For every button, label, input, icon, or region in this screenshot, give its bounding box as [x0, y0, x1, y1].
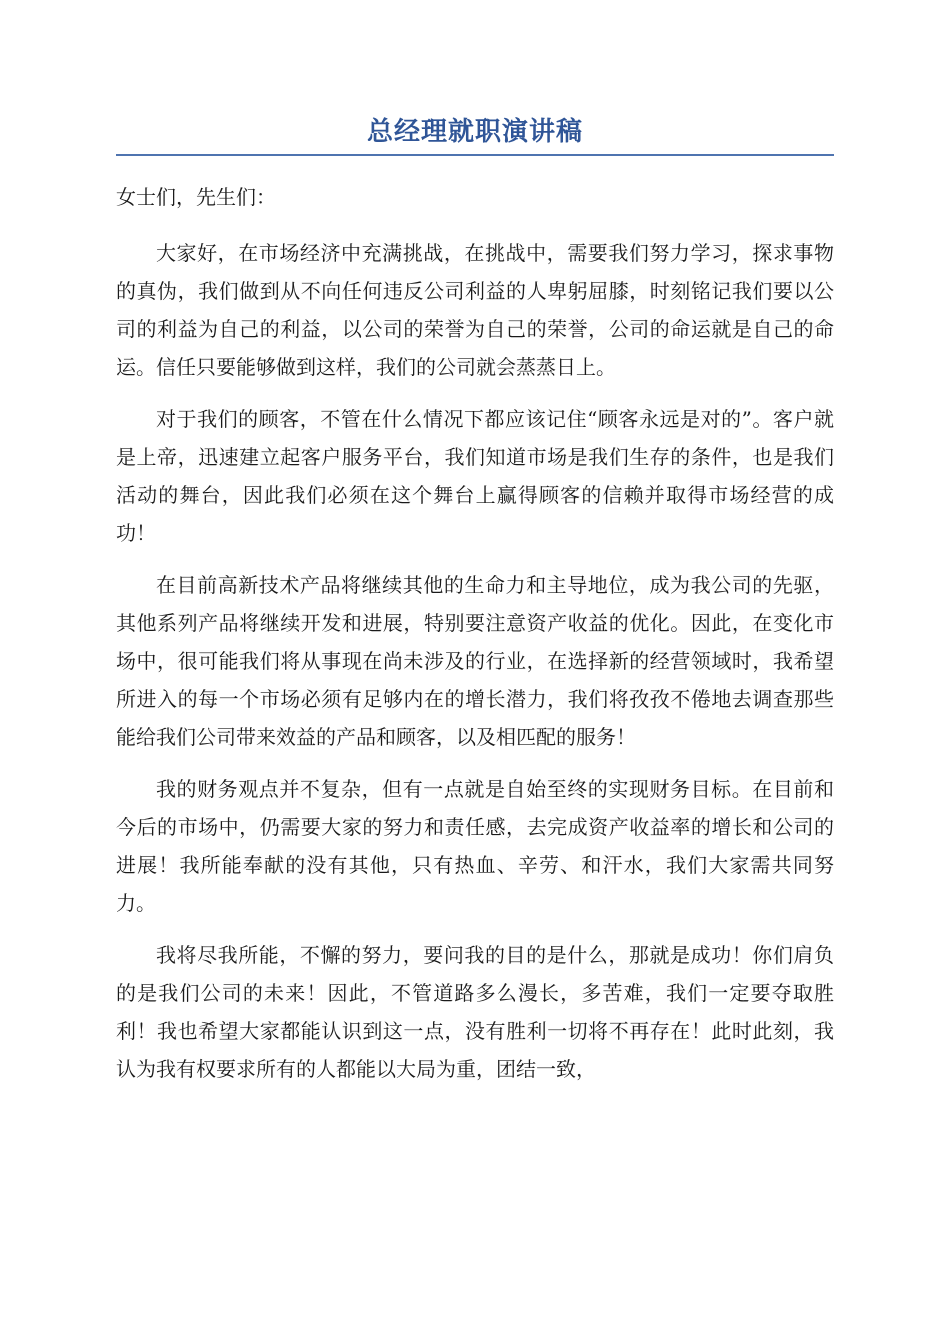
paragraph-3: 在目前高新技术产品将继续其他的生命力和主导地位，成为我公司的先驱，其他系列产品将继续开发和进展，特别要注意资产收益的优化。因此，在变化市场中，很可能我们将从事现在尚未涉及的行业，在选择新的经营领域时，我希望所进入的每一个市场必须有足够内在的增长潜力，我们将孜孜不倦地去调查那些能给我们公司带来效益的产品和顾客，以及相匹配的服务！: [116, 573, 834, 749]
salutation: 女士们，先生们：: [116, 185, 276, 209]
paragraph-4: 我的财务观点并不复杂，但有一点就是自始至终的实现财务目标。在目前和今后的市场中，仍需要大家的努力和责任感，去完成资产收益率的增长和公司的进展！我所能奉献的没有其他，只有热血、辛劳、和汗水，我们大家需共同努力。: [116, 777, 834, 915]
paragraph-5: 我将尽我所能，不懈的努力，要问我的目的是什么，那就是成功！你们肩负的是我们公司的未来！因此，不管道路多么漫长，多苦难，我们一定要夺取胜利！我也希望大家都能认识到这一点，没有胜利一切将不再存在！此时此刻，我认为我有权要求所有的人都能以大局为重，团结一致，: [116, 943, 834, 1081]
paragraph-1: 大家好，在市场经济中充满挑战，在挑战中，需要我们努力学习，探求事物的真伪，我们做到从不向任何违反公司利益的人卑躬屈膝，时刻铭记我们要以公司的利益为自己的利益，以公司的荣誉为自己的荣誉，公司的命运就是自己的命运。信任只要能够做到这样，我们的公司就会蒸蒸日上。: [116, 241, 834, 379]
document-title: 总经理就职演讲稿: [366, 117, 583, 147]
paragraph-2: 对于我们的顾客，不管在什么情况下都应该记住“顾客永远是对的”。客户就是上帝，迅速建立起客户服务平台，我们知道市场是我们生存的条件，也是我们活动的舞台，因此我们必须在这个舞台上赢得顾客的信赖并取得市场经营的成功！: [116, 407, 834, 545]
title-underline: [116, 154, 834, 156]
document-body: [116, 112, 834, 1102]
